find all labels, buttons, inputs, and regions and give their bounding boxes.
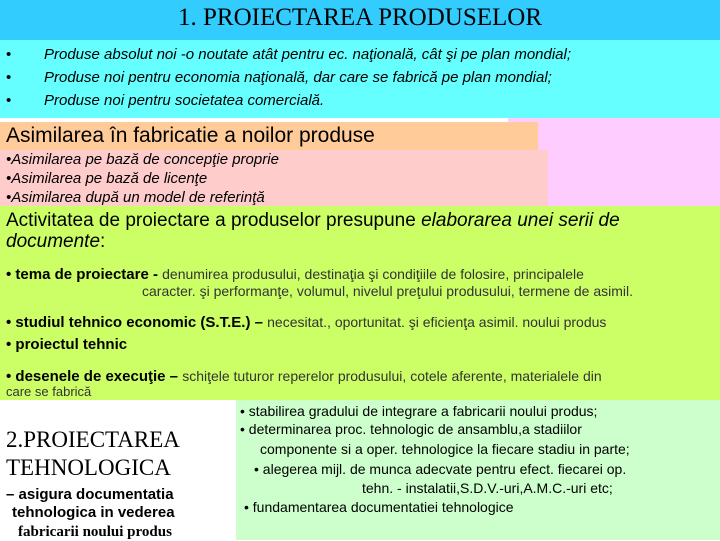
tehnologica-subtitle: – asigura documentatia tehnologica in vederea bbox=[6, 486, 175, 521]
intro-bullet-1: • Produse absolut noi -o noutate atât pentru ec. naţională, cât şi pe plan mondial; bbox=[6, 46, 572, 63]
tehn-list-line-2: • determinarea proc. tehnologic de ansamblu,a stadiilor bbox=[240, 421, 582, 437]
bullet-icon: • bbox=[6, 69, 12, 86]
desene-desc-line2: care se fabrică bbox=[6, 384, 92, 399]
asimilare-item-3: •Asimilarea după un model de referinţă bbox=[6, 189, 265, 206]
tehn-list-line-6: • fundamentarea documentatiei tehnologice bbox=[244, 499, 514, 515]
tehn-list-line-5: tehn. - instalatii,S.D.V.-uri,A.M.C.-uri etc; bbox=[362, 480, 613, 496]
tehn-list-line-1: • stabilirea gradului de integrare a fabricarii noului produs; bbox=[240, 403, 598, 419]
activitate-paragraph: Activitatea de proiectare a produselor presupune elaborarea unei serii de documente: bbox=[6, 210, 620, 252]
bullet-icon: • bbox=[6, 46, 12, 63]
intro-bullet-3: • Produse noi pentru societatea comercială. bbox=[6, 92, 325, 109]
tema-desc-line2: caracter. şi performanţe, volumul, nivelul preţului produsului, termene de asimil. bbox=[142, 283, 634, 299]
intro-bullet-2: • Produse noi pentru economia naţională, dar care se fabrică pe plan mondial; bbox=[6, 69, 552, 86]
asimilare-heading: Asimilarea în fabricatie a noilor produse bbox=[6, 124, 375, 147]
tehn-list-line-4: • alegerea mijl. de munca adecvate pentru efect. fiecarei op. bbox=[254, 461, 627, 477]
asimilare-item-1: •Asimilarea pe bază de concepţie proprie bbox=[6, 151, 279, 168]
asimilare-item-2: •Asimilarea pe bază de licenţe bbox=[6, 170, 208, 187]
tehnologica-subtitle-line3: fabricarii noului produs bbox=[18, 524, 172, 540]
studiu-item: • studiul tehnico economic (S.T.E.) – necesitat., oportunitat. şi eficienţa asimil. noului produs bbox=[6, 314, 607, 331]
slide-title: 1. PROIECTAREA PRODUSELOR bbox=[177, 4, 542, 31]
tema-item: • tema de proiectare - denumirea produsului, destinaţia şi condiţiile de folosire, principalele bbox=[6, 266, 584, 283]
proiect-tehnic-item: • proiectul tehnic bbox=[6, 336, 128, 353]
bullet-icon: • bbox=[6, 92, 12, 109]
tehnologica-title: 2.PROIECTAREA TEHNOLOGICA bbox=[6, 427, 180, 480]
desene-item: • desenele de execuţie – schiţele tuturor reperelor produsului, cotele aferente, materialele din bbox=[6, 368, 602, 385]
tehn-list-line-3: componente si a oper. tehnologice la fiecare stadiu in parte; bbox=[260, 441, 630, 457]
